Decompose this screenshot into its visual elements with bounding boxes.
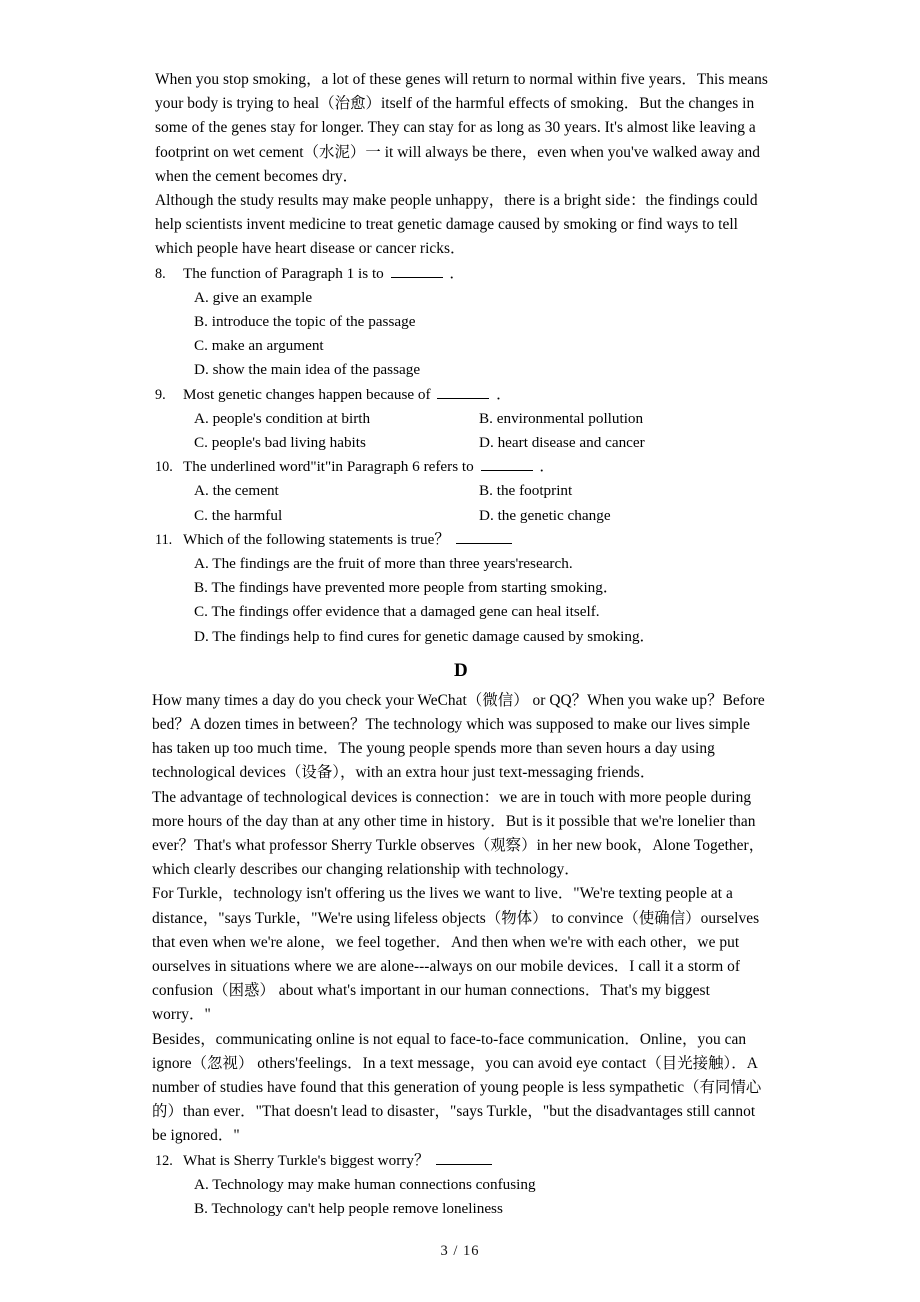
option-letter: A [194,1175,205,1193]
option-text: Technology can't help people remove loneliness [211,1199,503,1217]
option-row [152,286,770,310]
option-row [152,504,770,528]
question-text: Which of the following statements is true？ [183,530,450,548]
option-text: heart disease and cancer [497,433,645,451]
question-number: 9. [155,386,166,403]
option-choice[interactable]: A. The findings are the fruit of more than three years'research. [194,554,573,572]
option-text: The findings offer evidence that a damaged gene can heal itself. [211,603,600,621]
question-text: Most genetic changes happen because of [183,385,431,403]
option-choice[interactable]: B. the footprint [479,482,573,500]
question-number: 12. [155,1152,173,1169]
answer-blank[interactable] [391,265,443,278]
option-text: the cement [212,482,279,500]
option-choice[interactable]: D. heart disease and cancer [479,433,645,451]
option-text: the footprint [496,482,573,500]
question-item [152,383,770,407]
option-choice[interactable]: A. give an example [194,288,313,306]
option-choice[interactable]: B. Technology can't help people remove loneliness [194,1199,503,1217]
option-text: give an example [212,288,313,306]
question-text: The underlined word"it"in Paragraph 6 refers to [183,458,474,476]
option-letter: B [479,482,490,500]
option-letter: C [194,603,205,621]
option-letter: D [194,627,205,645]
answer-blank[interactable] [481,458,533,471]
passage-paragraph: The advantage of technological devices is connection：we are in touch with more people during more hours of the day than at any other time in history．But is it possible that we're lonelier than ever？That's what professor Sherry Turkle observes（观察）in her new book，Alone Together，which clearly describes our changing relationship with technology． [152,788,765,879]
option-row [152,310,770,334]
option-row [152,407,770,431]
option-row [152,334,770,358]
option-row [152,358,770,382]
passage-paragraph: Although the study results may make people unhappy，there is a bright side：the findings could help scientists invent medicine to treat genetic damage caused by smoking or find ways to tell which people have heart disease or cancer ricks． [155,192,758,258]
option-choice[interactable]: B. The findings have prevented more people from starting smoking． [194,579,619,597]
option-letter: A [194,288,205,306]
question-text-tail: ． [496,385,512,403]
option-row [152,552,770,576]
option-row [152,600,770,624]
option-choice[interactable]: D. the genetic change [479,506,611,524]
option-text: The findings have prevented more people from starting smoking． [211,579,619,597]
page-content [152,68,770,1221]
question-item [152,262,770,286]
question-number: 8. [155,265,166,282]
option-choice[interactable]: A. people's condition at birth [194,409,371,427]
option-text: The findings are the fruit of more than three years'research. [212,554,573,572]
option-row [152,576,770,600]
option-text: make an argument [211,337,324,355]
option-choice[interactable]: C. make an argument [194,337,324,355]
option-choice[interactable]: C. people's bad living habits [194,433,366,451]
answer-blank[interactable] [456,531,512,544]
option-row [152,479,770,503]
option-choice[interactable]: D. The findings help to find cures for genetic damage caused by smoking． [194,627,655,645]
option-letter: D [194,361,205,379]
page-number-label: 3 / 16 [440,1243,480,1259]
option-text: the genetic change [497,506,611,524]
answer-blank[interactable] [437,386,489,399]
option-choice[interactable]: D. show the main idea of the passage [194,361,421,379]
option-list [152,286,770,383]
question-text: What is Sherry Turkle's biggest worry？ [183,1151,430,1169]
option-letter: C [194,337,205,355]
question-text-tail: ． [449,264,465,282]
option-row [152,1173,770,1197]
question-item [152,528,770,552]
option-text: environmental pollution [496,409,644,427]
question-item [152,1149,770,1173]
option-text: Technology may make human connections confusing [212,1175,536,1193]
option-list [152,407,770,455]
option-letter: A [194,409,205,427]
option-choice[interactable]: B. introduce the topic of the passage [194,313,416,331]
option-letter: A [194,482,205,500]
option-row [152,625,770,649]
passage-paragraph: For Turkle，technology isn't offering us the lives we want to live．"We're texting people at a distance，"says Turkle，"We're using lifeless objects（物体） to convince（使确信）ourselves that even when we're alone，we feel together．And then when we're with each other，we put ourselves in situations where we are alone---always on our mobile devices．I call it a storm of confusion（困惑） about what's important in our human connections．That's my biggest worry．" [152,885,760,1024]
option-letter: B [479,409,490,427]
section-heading-d: D [453,659,469,681]
option-list [152,479,770,527]
option-text: people's bad living habits [211,433,366,451]
page-footer [0,1243,920,1260]
option-text: show the main idea of the passage [212,361,421,379]
option-letter: B [194,1199,205,1217]
option-choice[interactable]: A. the cement [194,482,279,500]
answer-blank[interactable] [436,1152,492,1165]
option-letter: A [194,554,205,572]
option-choice[interactable]: C. The findings offer evidence that a damaged gene can heal itself. [194,603,600,621]
option-choice[interactable]: C. the harmful [194,506,283,524]
option-text: the harmful [211,506,283,524]
option-letter: B [194,313,205,331]
option-row [152,431,770,455]
question-item [152,455,770,479]
option-choice[interactable]: A. Technology may make human connections confusing [194,1175,536,1193]
question-text: The function of Paragraph 1 is to [183,264,384,282]
option-list [152,1173,770,1221]
passage-paragraph: How many times a day do you check your WeChat（微信） or QQ？When you wake up？Before bed？A dozen times in between？The technology which was supposed to make our lives simple has taken up too much time．The young people spends more than seven hours a day using technological devices（设备），with an extra hour just text-messaging friends． [152,691,765,782]
option-letter: C [194,506,205,524]
option-letter: D [479,506,490,524]
option-list [152,552,770,649]
passage-paragraph: Besides，communicating online is not equal to face-to-face communication．Online，you can ignore（忽视） others'feelings．In a text message，you can avoid eye contact（目光接触）．A number of studies have found that this generation of young people is less sympathetic（有同情心的）than ever．"That doesn't lead to disaster，"says Turkle，"but the disadvantages still cannot be ignored．" [152,1030,762,1145]
question-number: 11. [155,531,173,548]
option-text: The findings help to find cures for genetic damage caused by smoking． [212,627,655,645]
option-letter: B [194,579,205,597]
option-row [152,1197,770,1221]
option-letter: D [479,433,490,451]
passage-paragraph: When you stop smoking，a lot of these genes will return to normal within five years．This means your body is trying to heal（治愈）itself of the harmful effects of smoking．But the changes in some of the genes stay for longer. They can stay for as long as 30 years. It's almost like leaving a footprint on wet cement（水泥）一 it will always be there，even when you've walked away and when the cement becomes dry． [155,71,768,185]
question-text-tail: ． [539,458,555,476]
option-letter: C [194,433,205,451]
option-choice[interactable]: B. environmental pollution [479,409,644,427]
question-number: 10. [155,459,173,476]
option-text: introduce the topic of the passage [211,313,416,331]
option-text: people's condition at birth [212,409,371,427]
